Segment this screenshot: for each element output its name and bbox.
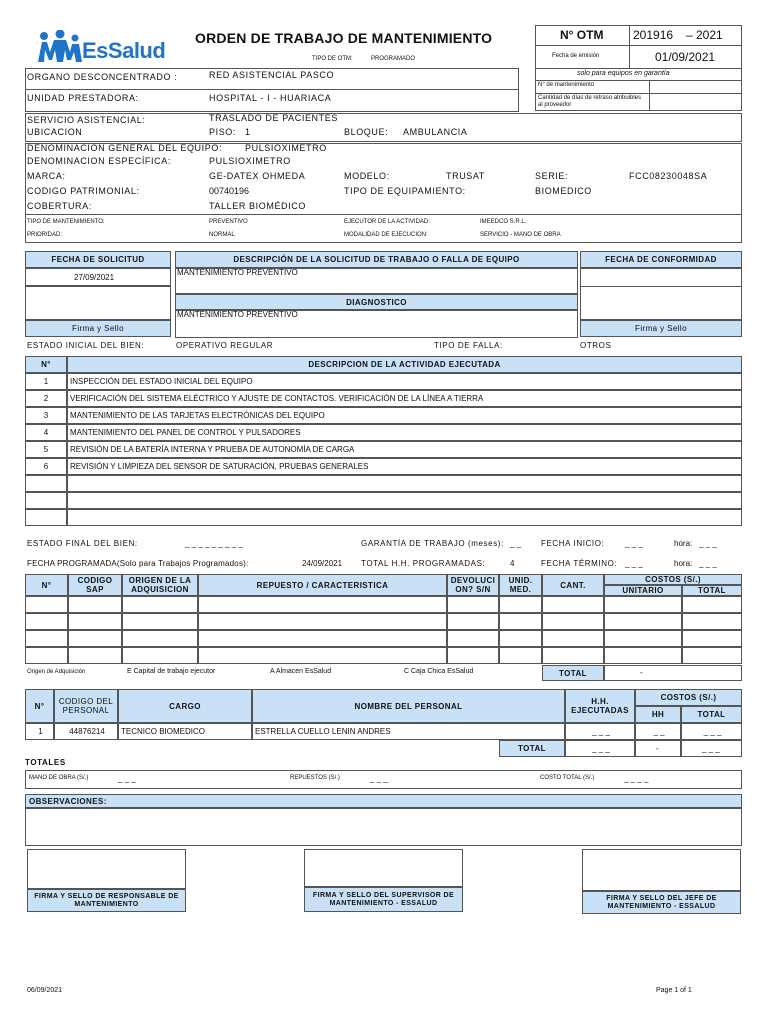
activity-desc-cell: [67, 475, 742, 492]
tipo-otm-value: PROGRAMADO: [371, 56, 416, 62]
activity-num: 5: [43, 445, 49, 454]
prioridad-label: PRIORIDAD:: [27, 232, 63, 238]
per-total-hh-cost: -: [656, 744, 659, 753]
repuesto-cell: [682, 630, 742, 647]
totales-label: TOTALES: [25, 758, 66, 767]
firma-supervisor-label: FIRMA Y SELLO DEL SUPERVISOR DE MANTENIMIENTO - ESSALUD: [304, 887, 463, 912]
codigo-label: CODIGO PATRIMONIAL:: [27, 186, 140, 196]
activity-num-cell: [25, 424, 67, 441]
den-especifica-label: DENOMINACION ESPECÍFICA:: [27, 156, 171, 166]
activity-num-cell: [25, 441, 67, 458]
fecha-programada-label: FECHA PROGRAMADA(Solo para Trabajos Programados):: [27, 559, 249, 568]
repuesto-cell: [122, 647, 198, 664]
repuesto-cell: [499, 647, 542, 664]
fecha-conformidad-header: FECHA DE CONFORMIDAD: [580, 251, 742, 268]
rep-n-header: N°: [25, 574, 68, 596]
rep-total-value: -: [640, 668, 643, 677]
repuesto-cell: [122, 613, 198, 630]
piso-value: 1: [245, 127, 251, 137]
garantia-value: _ _: [510, 539, 522, 548]
actividad-desc-header: DESCRIPCION DE LA ACTIVIDAD EJECUTADA: [67, 356, 742, 373]
personal-nombre: ESTRELLA CUELLO LENIN ANDRES: [255, 727, 391, 736]
per-hh-col-header: HH: [635, 706, 681, 723]
ejecutor-value: IMEEDCO S.R.L.: [480, 219, 527, 225]
firma-responsable-space: [27, 849, 186, 889]
rep-total-header: TOTAL: [682, 585, 742, 596]
diagnostico-header: DIAGNOSTICO: [175, 294, 578, 310]
firma-supervisor-space: [304, 849, 463, 887]
personal-codigo-cell: [54, 723, 118, 740]
origen-a: A Almacen EsSalud: [270, 668, 332, 675]
repuesto-cell: [542, 613, 604, 630]
diagnostico-value: MANTENIMIENTO PREVENTIVO: [177, 310, 298, 319]
cobertura-label: COBERTURA:: [27, 201, 92, 211]
repuesto-cell: [198, 596, 447, 613]
repuesto-cell: [447, 647, 499, 664]
repuesto-cell: [604, 613, 682, 630]
essalud-logo: [36, 30, 171, 66]
actividad-num-header: N°: [25, 356, 67, 373]
otm-year: – 2021: [686, 28, 723, 42]
personal-n: 1: [38, 727, 43, 736]
activity-desc: INSPECCIÓN DEL ESTADO INICIAL DEL EQUIPO: [70, 377, 253, 386]
tipo-falla-value: OTROS: [580, 341, 612, 350]
hora-inicio-value: _ _ _: [699, 539, 717, 548]
activity-num: 6: [43, 462, 49, 471]
personal-cargo-cell: [118, 723, 252, 740]
repuesto-cell: [542, 630, 604, 647]
rep-devolucion-header: DEVOLUCI ON? S/N: [447, 574, 499, 596]
repuesto-cell: [68, 647, 122, 664]
hora-termino-label: hora:: [674, 559, 693, 568]
fecha-termino-label: FECHA TÉRMINO:: [541, 559, 618, 568]
activity-desc: MANTENIMIENTO DEL PANEL DE CONTROL Y PULSADORES: [70, 428, 301, 437]
bloque-value: AMBULANCIA: [403, 127, 468, 137]
fecha-conformidad-cell: [580, 268, 742, 320]
unidad-value: HOSPITAL - I - HUARIACA: [209, 93, 332, 103]
estado-final-value: _ _ _ _ _ _ _ _ _: [185, 539, 243, 548]
descripcion-header: DESCRIPCIÓN DE LA SOLICITUD DE TRABAJO O FALLA DE EQUIPO: [175, 251, 578, 268]
rep-unidad-header: UNID. MED.: [499, 574, 542, 596]
activity-desc-cell: [67, 509, 742, 526]
servicio-label: SERVICIO ASISTENCIAL:: [27, 115, 146, 125]
tipo-otm-label: TIPO DE OTM:: [312, 56, 353, 62]
repuesto-cell: [25, 596, 68, 613]
repuesto-cell: [25, 647, 68, 664]
activity-desc-cell: [67, 424, 742, 441]
activity-desc-cell: [67, 458, 742, 475]
activity-num: 2: [43, 394, 49, 403]
rep-unitario-header: UNITARIO: [604, 585, 682, 596]
den-especifica-value: PULSIOXIMETRO: [209, 156, 291, 166]
per-nombre-header: NOMBRE DEL PERSONAL: [252, 689, 565, 723]
fecha-programada-value: 24/09/2021: [302, 559, 343, 568]
fecha-termino-value: _ _ _: [625, 559, 643, 568]
serie-value: FCC08230048SA: [629, 171, 708, 181]
rep-origen-header: ORIGEN DE LA ADQUISICION: [122, 574, 198, 596]
total-hh-label: TOTAL H.H. PROGRAMADAS:: [361, 559, 486, 568]
repuesto-cell: [122, 630, 198, 647]
activity-num-cell: [25, 373, 67, 390]
organo-label: ORGANO DESCONCENTRADO :: [27, 72, 178, 82]
per-total-col-header: TOTAL: [681, 706, 742, 723]
personal-hh-cell: [565, 723, 635, 740]
repuesto-cell: [499, 630, 542, 647]
repuesto-cell: [604, 630, 682, 647]
estado-inicial-label: ESTADO INICIAL DEL BIEN:: [27, 341, 145, 350]
personal-codigo: 44876214: [69, 727, 105, 736]
origen-e: E Capital de trabajo ejecutor: [127, 668, 216, 675]
mano-obra-value: _ _ _: [118, 774, 136, 783]
activity-num-cell: [25, 390, 67, 407]
per-costos-header: COSTOS (S/.): [635, 689, 742, 706]
activity-desc-cell: [67, 390, 742, 407]
activity-num: 4: [43, 428, 49, 437]
firma-sello-left: Firma y Sello: [25, 320, 171, 337]
tipo-mant-value: PREVENTIVO: [209, 219, 248, 225]
activity-desc-cell: [67, 441, 742, 458]
tipo-mant-label: TIPO DE MANTENIMIENTO:: [27, 219, 105, 225]
observaciones-field[interactable]: [25, 808, 742, 846]
repuesto-cell: [68, 613, 122, 630]
fecha-emision-label: Fecha de emisión: [552, 53, 600, 59]
firma-sello-right: Firma y Sello: [580, 320, 742, 337]
activity-num: 3: [43, 411, 49, 420]
repuesto-cell: [122, 596, 198, 613]
den-general-label: DENOMINACION GENERAL DEL EQUIPO:: [27, 143, 223, 153]
firma-jefe-space: [582, 849, 741, 891]
hora-inicio-label: hora:: [674, 539, 693, 548]
repuesto-cell: [447, 630, 499, 647]
activity-desc: VERIFICACIÓN DEL SISTEMA ELÉCTRICO Y AJUSTE DE CONTACTOS. VERIFICACIÓN DE LA LÍNEA A TIERRA: [70, 394, 484, 403]
cobertura-value: TALLER BIOMÉDICO: [209, 201, 306, 211]
marca-label: MARCA:: [27, 171, 66, 181]
page-title: ORDEN DE TRABAJO DE MANTENIMIENTO: [195, 30, 493, 46]
hora-termino-value: _ _ _: [699, 559, 717, 568]
serie-label: SERIE:: [535, 171, 569, 181]
activity-num-cell: [25, 475, 67, 492]
otm-label: N° OTM: [560, 28, 604, 42]
repuesto-cell: [198, 630, 447, 647]
repuesto-cell: [68, 596, 122, 613]
ejecutor-label: EJECUTOR DE LA ACTIVIDAD:: [344, 219, 430, 225]
otm-number: 201916: [633, 28, 674, 42]
repuesto-cell: [68, 630, 122, 647]
organo-value: RED ASISTENCIAL PASCO: [209, 70, 335, 80]
modelo-value: TRUSAT: [446, 171, 485, 181]
repuesto-cell: [447, 613, 499, 630]
dias-retraso-label: Cantidad de días de retraso atribuibles al proveedor: [538, 95, 642, 108]
repuesto-cell: [604, 596, 682, 613]
fecha-inicio-value: _ _ _: [625, 539, 643, 548]
per-n-header: N°: [25, 689, 54, 723]
firma-jefe-label: FIRMA Y SELLO DEL JEFE DE MANTENIMIENTO - ESSALUD: [582, 891, 741, 914]
repuesto-cell: [542, 596, 604, 613]
descripcion-value: MANTENIMIENTO PREVENTIVO: [177, 268, 298, 277]
footer-date: 06/09/2021: [27, 987, 63, 994]
activity-num-cell: [25, 492, 67, 509]
firma-space-left: [25, 286, 171, 320]
per-hh-header: H.H. EJECUTADAS: [565, 689, 635, 723]
rep-total-label: TOTAL: [542, 665, 604, 681]
family-logo-icon: [36, 30, 84, 64]
costo-total-value: _ _ _ _: [624, 774, 649, 783]
activity-desc: REVISIÓN DE LA BATERÍA INTERNA Y PRUEBA DE AUTONOMÍA DE CARGA: [70, 445, 355, 454]
fecha-inicio-label: FECHA INICIO:: [541, 539, 605, 548]
activity-desc-cell: [67, 373, 742, 390]
rep-codigo-header: CODIGO SAP: [68, 574, 122, 596]
personal-n-cell: [25, 723, 54, 740]
repuesto-cell: [198, 647, 447, 664]
modalidad-value: SERVICIO - MANO DE OBRA: [480, 232, 561, 238]
per-total-hh: _ _ _: [592, 744, 610, 753]
personal-total-cell: [681, 723, 742, 740]
fecha-emision-value: 01/09/2021: [655, 50, 716, 64]
firma-responsable-label: FIRMA Y SELLO DE RESPONSABLE DE MANTENIMIENTO: [27, 889, 186, 912]
piso-label: PISO:: [209, 127, 237, 137]
logo-text: EsSalud: [82, 38, 166, 63]
personal-cargo: TECNICO BIOMEDICO: [121, 727, 206, 736]
personal-nombre-cell: [252, 723, 565, 740]
rep-costos-header: COSTOS (S/.): [604, 574, 742, 585]
modelo-label: MODELO:: [344, 171, 390, 181]
num-mantenimiento-label: N° de mantenimiento: [538, 82, 595, 88]
estado-final-label: ESTADO FINAL DEL BIEN:: [27, 539, 138, 548]
garantia-note: solo para equipos en garantía: [577, 70, 670, 77]
rep-total-value-cell: [604, 665, 742, 681]
personal-hh: _ _ _: [592, 727, 610, 736]
estado-inicial-value: OPERATIVO REGULAR: [176, 341, 274, 350]
fecha-solicitud-header: FECHA DE SOLICITUD: [25, 251, 171, 268]
per-cargo-header: CARGO: [118, 689, 252, 723]
servicio-value: TRASLADO DE PACIENTES: [209, 113, 338, 123]
codigo-value: 00740196: [209, 186, 250, 196]
repuesto-cell: [542, 647, 604, 664]
repuesto-cell: [499, 613, 542, 630]
repuesto-cell: [682, 596, 742, 613]
observaciones-header: [25, 794, 742, 808]
den-general-value: PULSIOXIMETRO: [245, 143, 327, 153]
ubicacion-label: UBICACION: [27, 127, 83, 137]
rep-repuesto-header: REPUESTO / CARACTERISTICA: [198, 574, 447, 596]
activity-desc: REVISIÓN Y LIMPIEZA DEL SENSOR DE SATURACIÓN, PRUEBAS GENERALES: [70, 462, 369, 471]
tipo-equip-value: BIOMEDICO: [535, 186, 592, 196]
fecha-solicitud-value: 27/09/2021: [74, 273, 115, 282]
activity-desc-cell: [67, 492, 742, 509]
modalidad-label: MODALIDAD DE EJECUCION:: [344, 232, 428, 238]
activity-desc: MANTENIMIENTO DE LAS TARJETAS ELECTRÓNICAS DEL EQUIPO: [70, 411, 325, 420]
mano-obra-label: MANO DE OBRA (S/.): [29, 775, 89, 781]
origen-adquisicion-label: Origen de Adquisición: [27, 669, 86, 675]
personal-hh-cost: _ _: [653, 727, 665, 736]
personal-total: _ _ _: [703, 727, 722, 736]
marca-value: GE-DATEX OHMEDA: [209, 171, 306, 181]
activity-num-cell: [25, 458, 67, 475]
tipo-falla-label: TIPO DE FALLA:: [434, 341, 503, 350]
repuesto-cell: [25, 630, 68, 647]
bloque-label: BLOQUE:: [344, 127, 389, 137]
observaciones-label: OBSERVACIONES:: [29, 796, 107, 806]
per-total-label: TOTAL: [499, 740, 565, 757]
personal-hh-cost-cell: [635, 723, 681, 740]
prioridad-value: NORMAL: [209, 232, 235, 238]
repuestos-total-label: REPUESTOS (S/.): [290, 775, 340, 781]
repuesto-cell: [499, 596, 542, 613]
repuesto-cell: [682, 647, 742, 664]
activity-desc-cell: [67, 407, 742, 424]
per-total-total: _ _ _: [702, 744, 720, 753]
activity-num-cell: [25, 407, 67, 424]
repuesto-cell: [198, 613, 447, 630]
garantia-label: GARANTÍA DE TRABAJO (meses):: [361, 539, 504, 548]
repuestos-total-value: _ _ _: [370, 774, 388, 783]
activity-num: 1: [43, 377, 49, 386]
repuesto-cell: [682, 613, 742, 630]
per-codigo-header: CODIGO DEL PERSONAL: [54, 689, 118, 723]
rep-cant-header: CANT.: [542, 574, 604, 596]
repuesto-cell: [447, 596, 499, 613]
origen-c: C Caja Chica EsSalud: [404, 668, 474, 675]
footer-page: Page 1 of 1: [656, 987, 692, 994]
repuesto-cell: [604, 647, 682, 664]
total-hh-value: 4: [510, 559, 515, 568]
activity-num-cell: [25, 509, 67, 526]
repuesto-cell: [25, 613, 68, 630]
unidad-label: UNIDAD PRESTADORA:: [27, 93, 139, 103]
costo-total-label: COSTO TOTAL (S/.): [540, 775, 595, 781]
tipo-equip-label: TIPO DE EQUIPAMIENTO:: [344, 186, 466, 196]
